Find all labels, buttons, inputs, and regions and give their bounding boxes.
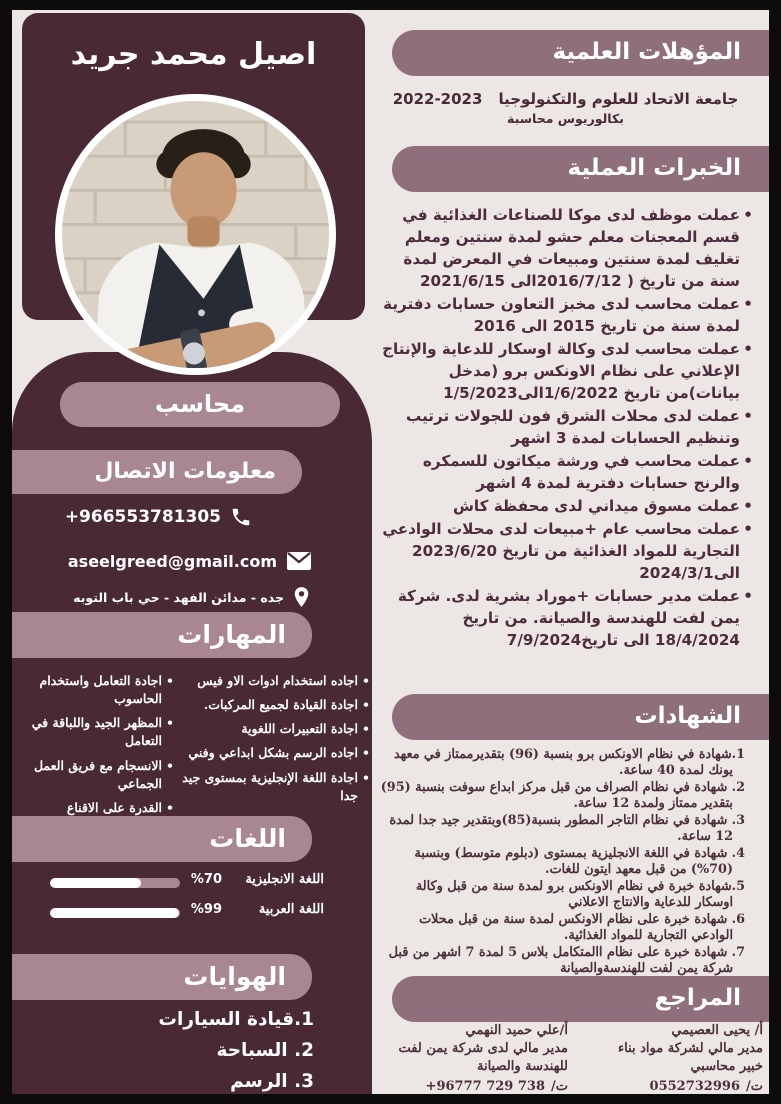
languages-section-header: اللغات <box>12 816 312 862</box>
contact-email-row <box>68 550 312 572</box>
cv-inner <box>12 10 769 1094</box>
certificates-section-header: الشهادات <box>392 694 769 740</box>
phone-icon <box>230 506 252 528</box>
reference-phone-number: 0552732996 <box>649 1079 740 1094</box>
skill-item: • اجاده الرسم بشكل ابداعي وفني <box>182 744 368 762</box>
education-entry <box>382 90 749 126</box>
hobby-item: 2. السباحة <box>216 1040 314 1061</box>
language-bar-fill <box>50 908 179 918</box>
skill-item: • الانسجام مع فريق العمل الجماعي <box>14 757 172 793</box>
language-bar-arabic <box>50 908 180 918</box>
reference-role: مدير مالي لشركة مواد بناء <box>618 1041 763 1056</box>
language-percent: %70 <box>190 872 222 887</box>
address-text: جده - مدائن الفهد - حي باب التوبه <box>73 589 284 605</box>
certificate-item: 6. شهادة خبرة على نظام الاونكس لمدة سنة من قبل محلات الوادعي التجارية للمواد الغذائية. <box>419 912 745 943</box>
reference-phone-row <box>380 1078 568 1096</box>
skills-section-header: المهارات <box>12 612 312 658</box>
certificate-item: 4. شهادة في اللغة الانجليزية بمستوى (دبلوم متوسط) وبنسبة (70%) من قبل معهد ايتون للغات. <box>414 846 745 877</box>
experience-item: • عملت لدى محلات الشرق فون للجولات ترتيب وتنظيم الحسابات لمدة 3 اشهر <box>378 405 753 449</box>
skill-item: • المظهر الجيد واللباقة في التعامل <box>14 714 172 750</box>
reference-name: أ/ يحيى العصيمي <box>671 1023 763 1038</box>
skill-item: • القدرة على الاقناع <box>14 799 172 817</box>
experience-list <box>378 204 753 652</box>
hobbies-section-header: الهوايات <box>12 954 312 1000</box>
contact-phone-row <box>65 506 252 528</box>
hobby-item: 1.قيادة السيارات <box>158 1009 314 1030</box>
reference-phone-number: +96777 729 738 <box>425 1079 545 1094</box>
phone-number: +966553781305 <box>64 507 221 527</box>
profile-photo-illustration <box>55 94 336 375</box>
certificate-item: 5.شهادة خبرة في نظام الاونكس برو لمدة سنة من قبل وكالة اوسكار للدعاية والانتاج الاعلاني <box>415 879 745 910</box>
degree-name: بكالوريوس محاسبة <box>507 111 624 126</box>
education-section-header: المؤهلات العلمية <box>392 30 769 76</box>
reference-role: للهندسة والصيانة <box>477 1059 568 1074</box>
skill-item: • اجادة اللغة الإنجليزية بمستوى جيد جدا <box>182 769 368 805</box>
reference-entry-right <box>563 1022 763 1096</box>
location-pin-icon <box>293 586 310 608</box>
reference-role: مدير مالي لدى شركة يمن لفت <box>398 1041 568 1056</box>
reference-name: أ/علي حميد النهمي <box>465 1023 568 1038</box>
hobbies-list <box>158 1004 314 1097</box>
experience-item: • عملت محاسب عام +مبيعات لدى محلات الوادعي التجارية للمواد الغذائية من تاريخ 2023/6/20 الى2024/3/1 <box>378 518 753 584</box>
reference-phone-row <box>563 1078 763 1096</box>
experience-item: • عملت موظف لدى موكا للصناعات الغذائية في قسم المعجنات معلم حشو لمدة سنتين ومعلم تغليف لمدة سنتين ومبيعات في المعرض لمدة سنة من تاريخ ( 2016/7/12الى 2021/6/15 <box>378 204 753 292</box>
person-name: اصيل محمد جريد <box>70 37 317 72</box>
experience-item: • عملت محاسب لدى مخبز التعاون حسابات دفترية لمدة سنة من تاريخ 2015 الى 2016 <box>378 293 753 337</box>
skill-item: • اجادة التعبيرات اللغوية <box>182 720 368 738</box>
sidebar <box>12 10 372 1094</box>
hobby-item: 3. الرسم <box>230 1071 314 1092</box>
main-column <box>372 10 769 1094</box>
email-address: aseelgreed@gmail.com <box>67 551 277 571</box>
envelope-icon <box>286 550 312 572</box>
reference-entry-left <box>380 1022 568 1096</box>
skill-item: • اجادة التعامل واستخدام الحاسوب <box>14 672 172 708</box>
language-bar-english <box>50 878 180 888</box>
profile-photo <box>55 94 336 375</box>
experience-item: • عملت محاسب لدى وكالة اوسكار للدعاية والإنتاج الإعلاني على نظام الاونكس برو (مدخل بيانات)من تاريخ 1/6/2022الى1/5/2023 <box>378 338 753 404</box>
experience-item: • عملت مسوق ميداني لدى محفظة كاش <box>378 495 753 517</box>
references-section-header: المراجع <box>392 976 769 1022</box>
language-percent: %99 <box>190 902 222 917</box>
certificate-item: 3. شهادة في نظام التاجر المطور بنسبة(85)وبتقدير جيد جدا لمدة 12 ساعة. <box>389 813 745 844</box>
university-name: جامعة الاتحاد للعلوم والتكنولوجيا <box>498 90 739 108</box>
phone-label: ت/ <box>746 1079 763 1094</box>
language-bar-fill <box>50 878 141 888</box>
phone-label: ت/ <box>551 1079 568 1094</box>
experience-item: • عملت مدير حسابات +موراد بشرية لدى. شركة يمن لفت للهندسة والصيانة. من تاريخ 18/4/2024 الى تاريخ7/9/2024 <box>378 585 753 651</box>
skill-item: • اجادة القيادة لجميع المركبات. <box>182 696 368 714</box>
experience-item: • عملت محاسب في ورشة ميكاتون للسمكره والرنج حسابات دفترية لمدة 4 اشهر <box>378 450 753 494</box>
certificate-item: 7. شهادة خبرة على نظام االمتكامل بلاس 5 لمدة 7 اشهر من قبل شركة يمن لفت للهندسةوالصيانة <box>388 945 745 976</box>
experience-section-header: الخبرات العملية <box>392 146 769 192</box>
skill-item: • اجاده استخدام ادوات الاو فيس <box>182 672 368 690</box>
certificate-item: 2. شهادة في نظام الصراف من قبل مركز ابداع سوفت بنسبة (95) بتقدير ممتاز ولمدة 12 ساعة. <box>380 780 745 811</box>
job-title-pill: محاسب <box>60 382 340 427</box>
certificates-list <box>376 747 745 978</box>
reference-role: خبير محاسبي <box>690 1059 763 1074</box>
contact-section-header: معلومات الاتصال <box>12 450 302 494</box>
language-label: اللغة العربية <box>258 902 324 917</box>
contact-address-row <box>73 586 310 608</box>
education-years: 2022-2023 <box>392 90 483 108</box>
language-label: اللغة الانجليزية <box>245 872 324 887</box>
certificate-item: 1.شهادة في نظام الاونكس برو بنسبة (96) بتقديرممتاز في معهد يونك لمدة 40 ساعة. <box>393 747 745 778</box>
